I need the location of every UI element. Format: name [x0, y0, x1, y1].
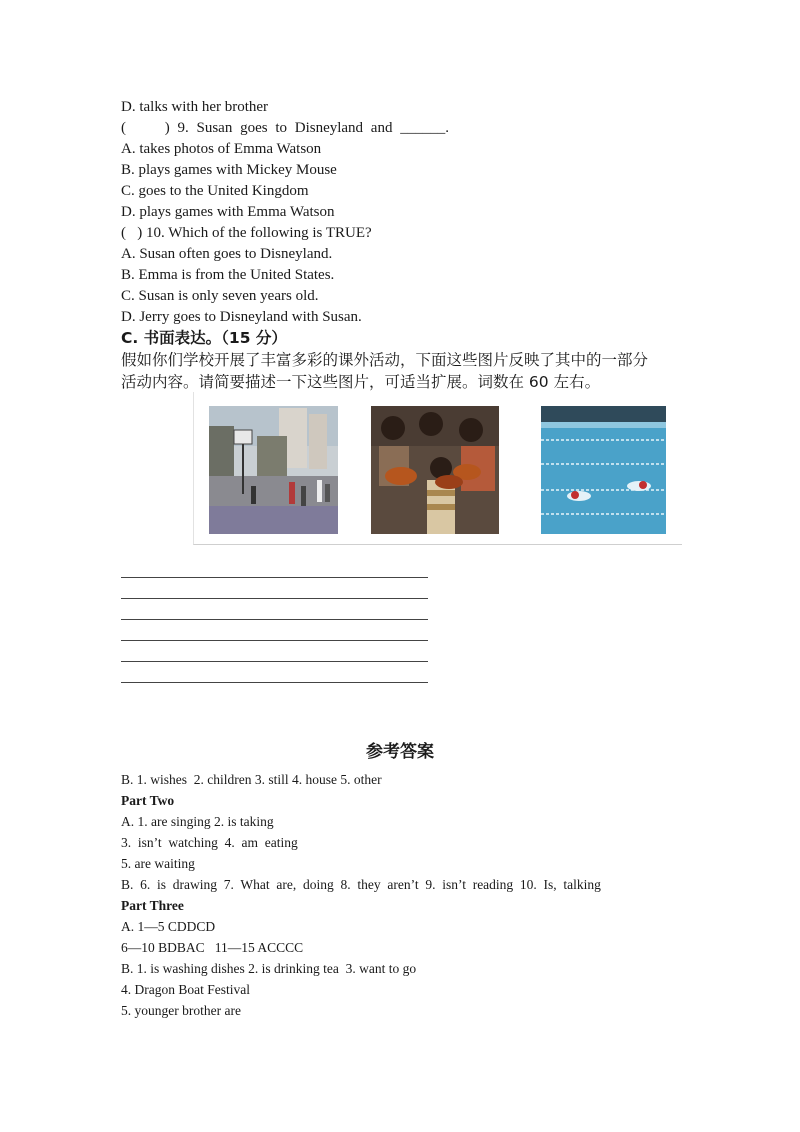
answer-line-text: 3. isn’t watching 4. am eating — [121, 835, 298, 850]
answer-line-text: 5. are waiting — [121, 856, 195, 871]
violin-class-photo — [371, 406, 499, 534]
q9-option-b: B. plays games with Mickey Mouse — [121, 162, 337, 178]
activity-photos — [193, 392, 682, 545]
q9-option-d: D. plays games with Emma Watson — [121, 204, 335, 220]
answer-line[interactable] — [121, 598, 428, 599]
answer-line-text: 5. younger brother are — [121, 1003, 241, 1018]
q10-option-d: D. Jerry goes to Disneyland with Susan. — [121, 309, 362, 325]
answer-line-text: A. 1—5 CDDCD — [121, 919, 216, 934]
answer-part-two-heading: Part Two — [121, 793, 175, 808]
answer-line-text: B. 1. is washing dishes 2. is drinking tea 3. want to go — [121, 961, 417, 976]
swimming-pool-photo — [541, 406, 666, 534]
answer-line-text: B. 1. wishes 2. children 3. still 4. house 5. other — [121, 772, 382, 787]
answer-line-text: 6—10 BDBAC 11—15 ACCCC — [121, 940, 304, 955]
basketball-court-photo — [209, 406, 338, 534]
answer-line-text: A. 1. are singing 2. is taking — [121, 814, 274, 829]
q9-stem: ( ) 9. Susan goes to Disneyland and ______. — [121, 120, 449, 136]
writing-heading: C. 书面表达。（15 分） — [121, 329, 287, 347]
answer-line[interactable] — [121, 577, 428, 578]
q8-option-d: D. talks with her brother — [121, 99, 269, 115]
q10-option-c: C. Susan is only seven years old. — [121, 288, 319, 304]
q9-option-a: A. takes photos of Emma Watson — [121, 141, 322, 157]
writing-prompt-line-2: 活动内容。请简要描述一下这些图片，可适当扩展。词数在 60 左右。 — [121, 373, 601, 391]
q10-option-a: A. Susan often goes to Disneyland. — [121, 246, 333, 262]
q9-option-c: C. goes to the United Kingdom — [121, 183, 309, 199]
answer-line[interactable] — [121, 661, 428, 662]
q10-option-b: B. Emma is from the United States. — [121, 267, 335, 283]
answer-key-title: 参考答案 — [366, 742, 434, 762]
answer-line-text: B. 6. is drawing 7. What are, doing 8. they aren’t 9. isn’t reading 10. Is, talking — [121, 877, 601, 892]
answer-line[interactable] — [121, 619, 428, 620]
answer-line[interactable] — [121, 682, 428, 683]
q10-stem: ( ) 10. Which of the following is TRUE? — [121, 225, 372, 241]
answer-line[interactable] — [121, 640, 428, 641]
writing-prompt-line-1: 假如你们学校开展了丰富多彩的课外活动，下面这些图片反映了其中的一部分 — [121, 351, 649, 369]
answer-part-three-heading: Part Three — [121, 898, 184, 913]
answer-line-text: 4. Dragon Boat Festival — [121, 982, 250, 997]
